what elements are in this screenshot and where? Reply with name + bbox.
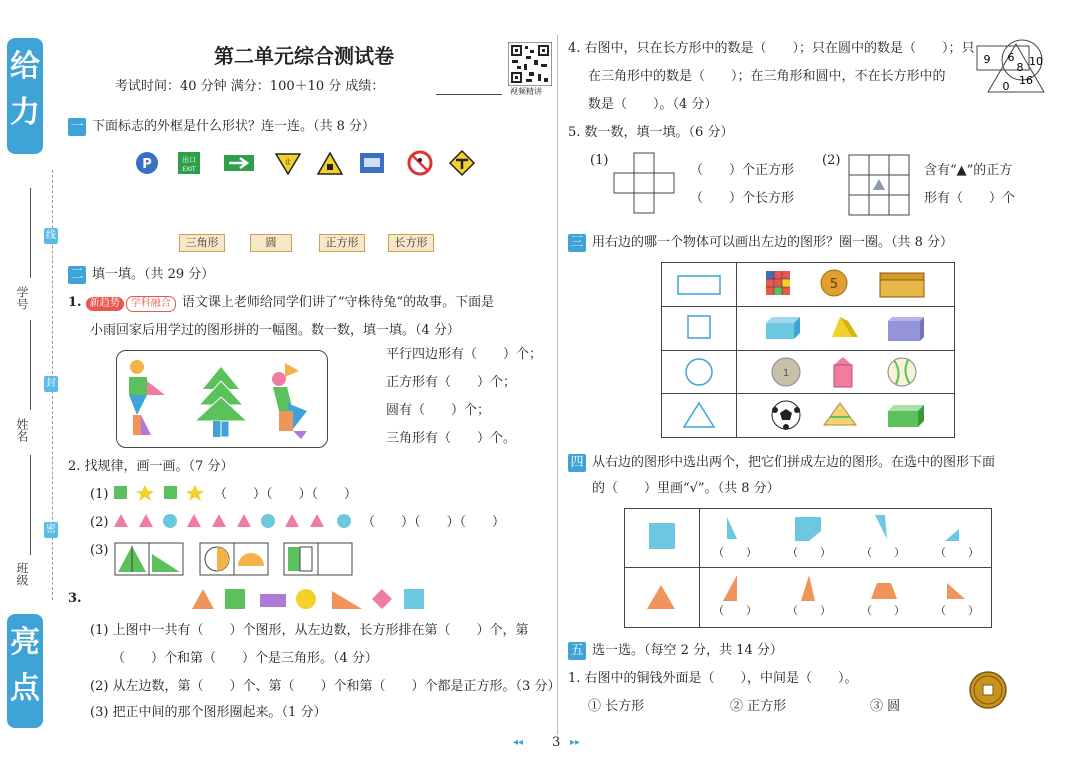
q4-line2[interactable]: 在三角形中的数是（ ）；在三角形和圆中，不在长方形中的 [588,69,946,84]
qr-code[interactable] [508,42,552,86]
section-4-heading [568,454,995,472]
section-5-number: 五 [568,642,586,660]
no-pedestrian-sign-icon [409,152,431,174]
q5-a-squares[interactable]: （ ）个正方形 [690,163,795,178]
prev-page-icon[interactable]: ◂◂ [513,737,524,748]
q2-3-line1[interactable]: (1) 上图中一共有（ ）个图形，从左边数，长方形排在第（ ）个，第 [90,623,529,638]
section-4-number: 四 [568,454,586,472]
venn-number: 16 [1019,74,1033,87]
section-4-title-2: 的（ ）里画“√”。（共 8 分） [592,481,780,496]
q5-1-text[interactable]: 1. 右图中的铜钱外面是（ ），中间是（ ）。 [568,671,858,686]
coin-1-yuan-icon [772,358,800,386]
sandwich-icon [824,403,856,425]
target-triangle [684,403,714,427]
target-rectangle [678,276,720,294]
page-title: 第二单元综合测试卷 [214,44,394,68]
sign-row [134,150,479,178]
green-box-icon [888,405,924,427]
target-circle [686,359,712,385]
option-pentagon [795,517,821,541]
section-1-title: 下面标志的外框是什么形状？连一连。（共 8 分） [92,119,376,134]
exit-sign-icon [178,152,200,174]
next-page-icon[interactable]: ▸▸ [570,737,581,748]
yield-sign-icon [276,154,300,174]
q4-line1[interactable]: 4. 右图中，只在长方形中的数是（ ）；只在圆中的数是（ ）；只 [568,41,975,56]
svg-text:EXIT: EXIT [182,166,196,173]
triangular-prism-icon [832,317,858,337]
pattern-2 [112,512,362,530]
svg-text:让: 让 [284,159,292,166]
class-line [30,455,31,555]
svg-text:出口: 出口 [182,156,196,164]
choice-blank[interactable]: （ ） [935,604,979,617]
pattern-2-blanks[interactable]: （ ）（ ）（ ） [362,515,506,530]
choice-blank[interactable]: （ ） [787,604,831,617]
venn-diagram [976,38,1050,94]
q2-1-line1: 1. 新趋势 学科融合 语文课上老师给同学们讲了“守株待兔”的故事。下面是 [68,295,495,310]
target-square-shape [649,523,675,549]
venn-number: 6 [1007,51,1015,64]
venn-number: 0 [1002,80,1010,93]
purple-box-icon [888,317,924,341]
venn-number: 9 [983,53,991,66]
parking-sign-icon [136,152,158,174]
student-id-line [30,188,31,278]
section-2-number: 二 [68,266,86,284]
cross-subject-tag: 学科融合 [126,296,176,312]
q5-a-label: (1) [590,153,609,168]
option-triangle[interactable]: 三角形 [179,234,225,252]
tangram-picture [116,350,328,448]
q2-1-answer-1[interactable]: 平行四边形有（ ）个； [386,347,543,362]
sidebar-tab-bottom: 亮点 [7,614,43,728]
q5-a-rectangles[interactable]: （ ）个长方形 [690,191,795,206]
choice-square[interactable]: ② 正方形 [730,699,787,714]
cut-mark: 封 [44,376,58,392]
q2-1-answer-2[interactable]: 正方形有（ ）个； [386,375,517,390]
section-3-title: 用右边的哪一个物体可以画出左边的图形？圈一圈。（共 8 分） [592,235,954,250]
q2-3-line4[interactable]: (3) 把正中间的那个图形圈起来。（1 分） [90,705,327,720]
name-line [30,320,31,410]
soccer-ball-icon [772,401,800,430]
section-5-heading [568,642,783,660]
svg-text:5: 5 [829,277,839,292]
name-label: 姓名 [15,418,29,442]
pattern-1 [112,484,212,502]
option-square[interactable]: 正方形 [319,234,365,252]
option-orange-trapezoid [871,583,897,599]
option-orange-triangle [947,583,965,599]
pattern-3-label: (3) [90,543,109,558]
q2-3-line3[interactable]: (2) 从左边数，第（ ）个、第（ ）个和第（ ）个都是正方形。（3 分） [90,679,561,694]
section-5-title: 选一选。（每空 2 分，共 14 分） [592,643,783,658]
choice-circle[interactable]: ③ 圆 [870,699,901,714]
score-line [436,94,502,95]
cross-shape [612,152,676,216]
binding-sidebar [0,0,62,764]
q2-1-text: 语文课上老师给同学们讲了“守株待兔”的故事。下面是 [181,295,495,310]
q5-title: 5. 数一数，填一填。（6 分） [568,125,734,140]
section-1-heading [68,118,375,136]
tangram-tree [195,367,247,437]
column-divider [557,35,558,735]
target-triangle-shape [647,585,675,609]
crossing-sign-icon [360,153,384,173]
choice-blank[interactable]: （ ） [935,546,979,559]
grid-shape [848,154,912,218]
option-right-triangle [727,517,737,539]
option-orange-narrow-triangle [801,575,815,601]
warning-sign-icon [318,153,342,174]
t-junction-sign-icon [450,151,474,175]
pattern-1-label: (1) [90,487,109,502]
qr-caption: 视频精讲 [510,87,542,96]
arrow-sign-icon [224,155,254,171]
coin-icon [821,270,847,296]
option-small-triangle [945,529,959,541]
copper-coin-icon [968,670,1008,710]
tangram-person [129,360,165,435]
q5-b-line1: 含有“▲”的正方 [924,163,1013,178]
q2-1-answer-4[interactable]: 三角形有（ ）个。 [386,431,517,446]
q2-1-line2: 小雨回家后用学过的图形拼的一幅图。数一数，填一填。（4 分） [90,323,460,338]
q4-line3[interactable]: 数是（ ）。（4 分） [588,97,718,112]
choice-blank[interactable]: （ ） [861,546,905,559]
student-id-label: 学号 [15,286,29,310]
beach-ball-icon [888,358,916,386]
choice-rectangle[interactable]: ① 长方形 [588,699,645,714]
choice-blank[interactable]: （ ） [787,546,831,559]
section-3-table [661,262,955,438]
section-2-title: 填一填。（共 29 分） [92,267,215,282]
svg-text:P: P [142,157,152,172]
choice-blank[interactable]: （ ） [861,604,905,617]
venn-number: 10 [1029,55,1043,68]
shape-row [190,586,430,612]
section-3-number: 三 [568,234,586,252]
option-orange-right-triangle [723,575,737,601]
q2-1-answer-3[interactable]: 圆有（ ）个； [386,403,491,418]
section-4-table [624,508,992,628]
choice-blank[interactable]: （ ） [713,604,757,617]
cuboid-icon [766,317,800,339]
trend-tag: 新趋势 [86,297,124,311]
option-thin-triangle [875,515,887,539]
section-3-heading [568,234,953,252]
q2-2-title: 2. 找规律，画一画。（7 分） [68,459,234,474]
pattern-2-label: (2) [90,515,109,530]
treasure-box-icon [880,273,924,297]
section-4-title-1: 从右边的图形中选出两个，把它们拼成左边的图形。在选中的图形下面 [592,455,996,470]
q2-3-line2[interactable]: （ ）个和第（ ）个是三角形。（4 分） [112,651,378,666]
tangram-rabbit [272,363,307,439]
q5-b-line2[interactable]: 形有（ ）个 [924,191,1016,206]
target-square [688,316,710,338]
section-2-heading [68,266,214,284]
venn-number: 8 [1016,61,1024,74]
house-block-icon [834,357,852,387]
option-circle[interactable]: 圆 [250,234,292,252]
page-number: 3 [552,735,561,750]
svg-text:1: 1 [782,368,790,379]
cut-mark: 线 [44,228,58,244]
q5-b-label: (2) [822,153,841,168]
pattern-1-blanks[interactable]: （ ）（ ）（ ） [214,487,358,502]
exam-info: 考试时间：40 分钟 满分：100＋10 分 成绩： [115,79,385,94]
class-label: 班级 [15,562,29,586]
choice-blank[interactable]: （ ） [713,546,757,559]
rubik-cube-icon [766,271,790,295]
q2-3-number: 3. [68,591,82,606]
option-rectangle[interactable]: 长方形 [388,234,434,252]
sidebar-tab-top: 给力 [7,38,43,154]
pattern-3 [114,542,354,576]
cut-mark: 密 [44,522,58,538]
section-1-number: 一 [68,118,86,136]
